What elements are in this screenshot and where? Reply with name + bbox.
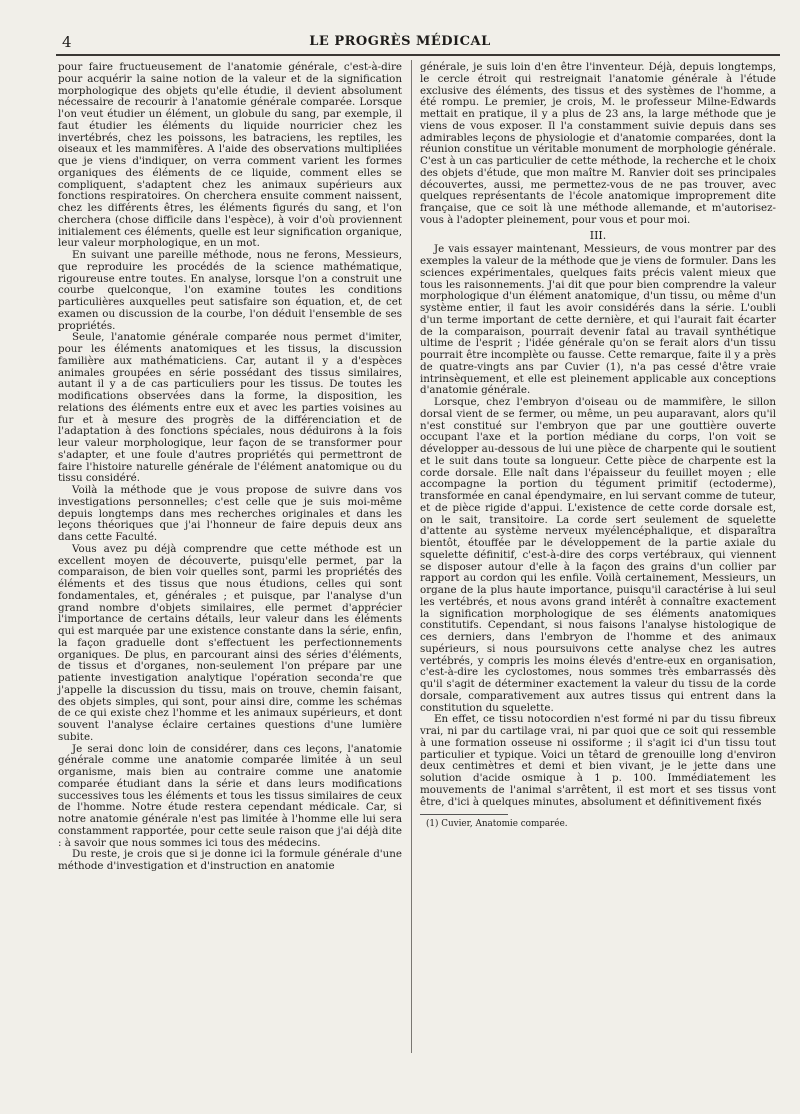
paragraph: Du reste, je crois que si je donne ici la formule générale d'une méthode d'investigation et d'instruction en anatomie	[58, 848, 402, 872]
paragraph: Voilà la méthode que je vous propose de suivre dans vos investigations personnelles; c'est celle que je suis moi-même depuis longtemps dans mes recherches originales et dans les leçons théoriques que j'ai l'honneur de faire depuis deux ans dans cette Faculté.	[58, 484, 402, 543]
paragraph: Seule, l'anatomie générale comparée nous permet d'imiter, pour les éléments anatomiques et les tissus, la discussion familière aux mathématiciens. Car, autant il y a d'espèces animales groupées en série possédant des tissus similaires, autant il y a de cas particuliers pour les tissus. De toutes les modifications observées dans la forme, la disposition, les relations des éléments entre eux et avec les parties voisines au fur et à mesure des progrès de la différenciation et de l'adaptation à des fonctions spéciales, nous déduirons à la fois leur valeur morphologique, leur façon de se transformer pour s'adapter, et une foule d'autres propriétés qui permettront de faire l'histoire naturelle générale de l'élément anatomique ou du tissu considéré.	[58, 331, 402, 485]
paragraph: pour faire fructueusement de l'anatomie générale, c'est-à-dire pour acquérir la saine notion de la valeur et de la signification morphologique des objets qu'elle étudie, il devient absolument nécessaire de recourir à l'anatomie générale comparée. Lorsque l'on veut étudier un élément, un globule du sang, par exemple, il faut étudier les éléments du liquide nourricier chez les invertébrés, chez les poissons, les batraciens, les reptiles, les oiseaux et les mammifères. A l'aide des observations multipliées que je viens d'indiquer, on verra comment varient les formes organiques des éléments de ce liquide, comment elles se compliquent, s'adaptent chez les animaux supérieurs aux fonctions respiratoires. On cherchera ensuite comment naissent, chez les différents êtres, les éléments figurés du sang, et l'on cherchera (chose difficile dans l'espèce), à voir d'où proviennent initialement ces éléments, quelle est leur signification organique, leur valeur morphologique, en un mot.	[58, 61, 402, 250]
paragraph: Lorsque, chez l'embryon d'oiseau ou de mammifère, le sillon dorsal vient de se fermer, ou même, un peu auparavant, alors qu'il n'est constitué sur l'embryon que par une gouttière ouverte occupant l'axe et la portion médiane du corps, l'on voit se développer au-dessous de lui une pièce de charpente qui le soutient et le suit dans toute sa longueur. Cette pièce de charpente est la corde dorsale. Elle naît dans l'épaisseur du feuillet moyen ; elle accompagne la portion du tégument primitif (ectoderme), transformée en canal épendymaire, en lui servant comme de tuteur, et de pièce rigide d'appui. L'existence de cette corde dorsale est, on le sait, transitoire. La corde sert seulement de squelette d'attente au système nerveux myélencéphalique, et disparaîtra bientôt, étouffée par le développement de la partie axiale du squelette définitif, c'est-à-dire des corps vertébraux, qui viennent se disposer autour d'elle à la façon des grains d'un collier par rapport au cordon qui les enfile. Voilà certainement, Messieurs, un organe de la plus haute importance, puisqu'il caractérise à lui seul les vertébrés, et nous avons grand intérêt à connaître exactement la signification morphologique de ses éléments anatomiques constitutifs. Cependant, si nous faisons l'analyse histologique de ces derniers, dans l'embryon de l'homme et des animaux supérieurs, si nous poursuivons cette analyse chez les autres vertébrés, y compris les moins élevés d'entre-eux en organisation, c'est-à-dire les cyclostomes, nous sommes très embarrassés dès qu'il s'agit de déterminer exactement la valeur du tissu de la corde dorsale, comparativement aux autres tissus qui entrent dans la constitution du squelette.	[420, 396, 776, 714]
paragraph: Je serai donc loin de considérer, dans ces leçons, l'anatomie générale comme une anatomie comparée limitée à un seul organisme, mais bien au contraire comme une anatomie comparée étudiant dans la série et dans leurs modifications successives tous les éléments et tous les tissus similaires de ceux de l'homme. Notre étude restera cependant médicale. Car, si notre anatomie générale n'est pas limitée à l'homme elle lui sera constamment rapportée, pour cette seule raison que j'ai déjà dite : à savoir que nous sommes ici tous des médecins.	[58, 742, 402, 849]
paragraph: générale, je suis loin d'en être l'inventeur. Déjà, depuis longtemps, le cercle étroit qui restreignait l'anatomie générale à l'étude exclusive des éléments, des tissus et des systèmes de l'homme, a été rompu. Le premier, je crois, M. le professeur Milne-Edwards mettait en pratique, il y a plus de 23 ans, la large méthode que je viens de vous exposer. Il l'a constamment suivie depuis dans ses admirables leçons de physiologie et d'anatomie comparées, dont la réunion constitue un véritable monument de morphologie générale. C'est à un cas particulier de cette méthode, la recherche et le choix des objets d'étude, que mon maître M. Ranvier doit ses principales découvertes, aussi, me permettez-vous de ne pas trouver, avec quelques représentants de l'école anatomique improprement dite française, que ce soit là une méthode allemande, et m'autorisez-vous à l'adopter pleinement, pour vous et pour moi.	[420, 61, 776, 226]
right-column	[420, 62, 776, 830]
paragraph: En effet, ce tissu notocordien n'est formé ni par du tissu fibreux vrai, ni par du cartilage vrai, ni par quoi que ce soit qui ressemble à une formation osseuse ni ossiforme ; il s'agit ici d'un tissu tout particulier et typique. Voici un têtard de grenouille long d'environ deux centimètres et demi et bien vivant, je le jette dans une solution d'acide osmique à 1 p. 100. Immédiatement les mouvements de l'animal s'arrêtent, il est mort et ses tissus vont être, d'ici à quelques minutes, absolument et définitivement fixés	[420, 713, 776, 808]
paragraph: Vous avez pu déjà comprendre que cette méthode est un excellent moyen de découverte, puisqu'elle permet, par la comparaison, de bien voir quelles sont, parmi les propriétés des éléments et des tissus que nous étudions, celles qui sont fondamentales, et, générales ; et puisque, par l'analyse d'un grand nombre d'objets similaires, elle permet d'apprécier l'importance de certains détails, leur valeur dans les éléments qui est marquée par une existence constante dans la série, enfin, la façon graduelle dont s'effectuent les perfectionnements organiques. De plus, en parcourant ainsi des séries d'éléments, de tissus et d'organes, non-seulement l'on prépare par une patiente investigation analytique l'opération seconda're que j'appelle la discussion du tissu, mais on trouve, chemin faisant, des objets simples, qui sont, pour ainsi dire, comme les schémas de ce qui existe chez l'homme et les animaux supérieurs, et dont souvent l'analyse éclaire certaines questions d'une lumière subite.	[58, 542, 402, 743]
footnote: (1) Cuvier, Anatomie comparée.	[426, 819, 568, 830]
header-rule	[56, 54, 780, 56]
paragraph: En suivant une pareille méthode, nous ne ferons, Messieurs, que reproduire les procédés de la science mathématique, rigoureuse entre toutes. En analyse, lorsque l'on a construit une courbe quelconque, l'on examine toutes les conditions particulières auxquelles peut satisfaire son équation, et, de cet examen ou discussion de la courbe, l'on déduit l'ensemble de ses propriétés.	[58, 249, 402, 332]
column-divider	[411, 60, 412, 1053]
journal-title: LE PROGRÈS MÉDICAL	[309, 34, 491, 49]
paragraph: Je vais essayer maintenant, Messieurs, de vous montrer par des exemples la valeur de la méthode que je viens de formuler. Dans les sciences expérimentales, quelques faits précis valent mieux que tous les raisonnements. J'ai dit que pour bien comprendre la valeur morphologique d'un élément anatomique, d'un tissu, ou même d'un système entier, il faut les avoir considérés dans la série. L'oubli d'un terme important de cette dernière, et qui l'aurait fait écarter de la comparaison, pourrait devenir fatal au travail synthétique ultime de l'esprit ; l'idée générale qu'on se ferait alors d'un tissu pourrait être incomplète ou fausse. Cette remarque, faite il y a près de quatre-vingts ans par Cuvier (1), n'a pas cessé d'être vraie intrinsèquement, et elle est pleinement applicable aux conceptions d'anatomie générale.	[420, 243, 776, 397]
section-heading: III.	[589, 228, 607, 242]
page-number: 4	[62, 33, 72, 51]
footnote-rule	[420, 814, 508, 815]
left-column	[58, 62, 402, 873]
